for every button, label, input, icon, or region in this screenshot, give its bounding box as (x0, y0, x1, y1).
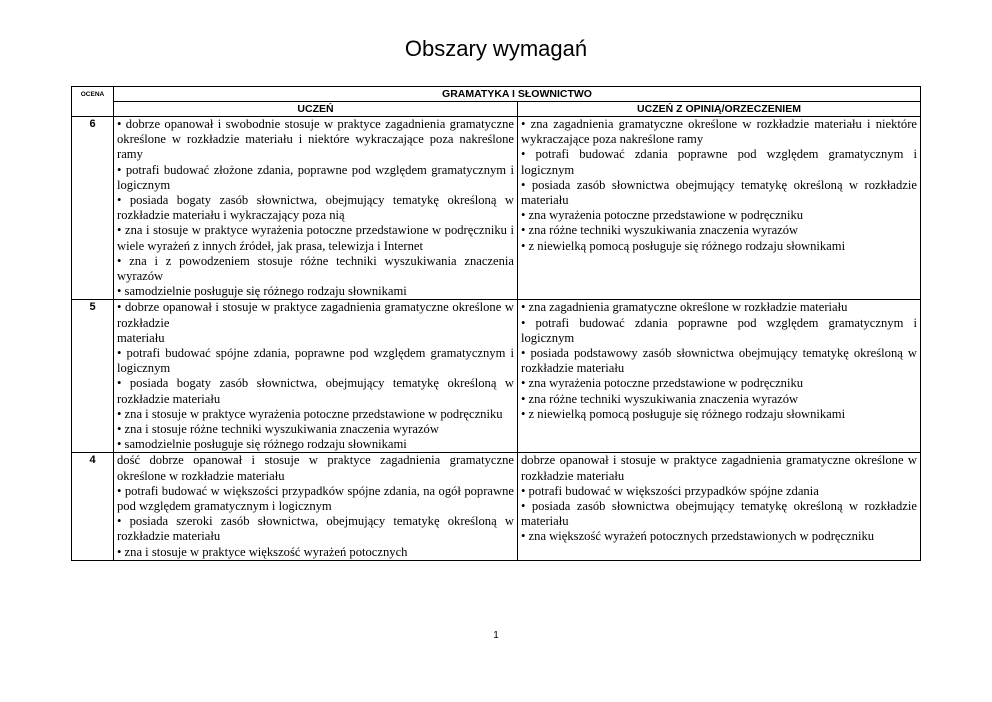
requirement-item: • potrafi budować zdania poprawne pod względem gramatycznym i logicznym (521, 315, 917, 345)
requirement-item: • zna i stosuje różne techniki wyszukiwania znaczenia wyrazów (117, 422, 439, 437)
special-needs-requirements-cell (518, 300, 921, 453)
requirement-item: • potrafi budować złożone zdania, poprawne pod względem gramatycznym i logicznym (117, 162, 514, 192)
requirement-item: • posiada szeroki zasób słownictwa, obejmujący tematykę określoną w rozkładzie materiału (117, 514, 514, 544)
requirement-item: • posiada bogaty zasób słownictwa, obejmujący tematykę określoną w rozkładzie materiału i wykraczający poza nią (117, 193, 514, 223)
requirement-item: • z niewielką pomocą posługuje się różnego rodzaju słownikami (521, 406, 846, 421)
requirement-item: • z niewielką pomocą posługuje się różnego rodzaju słownikami (521, 238, 846, 253)
requirement-item: • zna i z powodzeniem stosuje różne techniki wyszukiwania znaczenia wyrazów (117, 253, 514, 284)
table-row (72, 453, 921, 560)
requirements-table (71, 86, 921, 561)
grade-cell: 6 (72, 117, 114, 300)
requirement-item: • posiada bogaty zasób słownictwa, obejmujący tematykę określoną w rozkładzie materiału (117, 376, 514, 406)
student-column-header: UCZEŃ (114, 102, 518, 117)
requirement-item: • zna większość wyrażeń potocznych przedstawionych w podręczniku (521, 529, 875, 544)
requirement-item: • zna wyrażenia potoczne przedstawione w podręczniku (521, 376, 804, 391)
requirement-item: • potrafi budować spójne zdania, poprawne pod względem gramatycznym i logicznym (117, 346, 514, 376)
requirement-item: • dobrze opanował i stosuje w praktyce zagadnienia gramatyczne określone w rozkładzie (117, 300, 514, 330)
requirement-item: dość dobrze opanował i stosuje w praktyce zagadnienia gramatyczne określone w rozkładzie materiału (117, 453, 514, 483)
student-requirements-cell (114, 300, 518, 453)
requirement-item: • posiada zasób słownictwa obejmujący tematykę określoną w rozkładzie materiału (521, 499, 917, 529)
requirement-item: • zna i stosuje w praktyce większość wyrażeń potocznych (117, 544, 408, 559)
page-title: Obszary wymagań (404, 36, 588, 61)
grade-cell: 4 (72, 453, 114, 560)
requirement-item: • samodzielnie posługuje się różnego rodzaju słownikami (117, 437, 407, 452)
requirement-item: • posiada zasób słownictwa obejmujący tematykę określoną w rozkładzie materiału (521, 177, 917, 208)
requirement-item: • zna wyrażenia potoczne przedstawione w podręczniku (521, 208, 804, 223)
requirement-item: • samodzielnie posługuje się różnego rodzaju słownikami (117, 284, 407, 299)
table-row (72, 300, 921, 453)
special-needs-requirements-cell (518, 453, 921, 560)
student-requirements-cell (114, 117, 518, 300)
requirement-item: materiału (117, 330, 165, 345)
requirement-item: • zna zagadnienia gramatyczne określone w rozkładzie materiału (521, 300, 848, 315)
requirement-item: • potrafi budować zdania poprawne pod względem gramatycznym i logicznym (521, 147, 917, 177)
requirement-item: • posiada podstawowy zasób słownictwa obejmujący tematykę określoną w rozkładzie materiału (521, 346, 917, 376)
student-requirements-cell (114, 453, 518, 560)
table-header-row (72, 87, 921, 102)
requirement-item: • potrafi budować w większości przypadków spójne zdania (521, 483, 819, 498)
requirement-item: • zna i stosuje w praktyce wyrażenia potoczne przedstawione w podręczniku (117, 406, 503, 421)
grade-cell: 5 (72, 300, 114, 453)
requirement-item: • zna zagadnienia gramatyczne określone w rozkładzie materiału i niektóre wykraczające poza nakreślone ramy (521, 117, 917, 147)
requirement-item: • dobrze opanował i swobodnie stosuje w praktyce zagadnienia gramatyczne określone w rozkładzie materiału i niektóre wykraczające poza nakreślone ramy (117, 117, 514, 162)
table-row (72, 117, 921, 300)
requirement-item: dobrze opanował i stosuje w praktyce zagadnienia gramatyczne określone w rozkładzie materiału (521, 453, 917, 483)
requirement-item: • zna różne techniki wyszukiwania znaczenia wyrazów (521, 391, 799, 406)
table-subheader-row (72, 102, 921, 117)
page-number: 1 (493, 630, 499, 641)
grade-column-header: OCENA (72, 87, 114, 117)
special-needs-column-header: UCZEŃ Z OPINIĄ/ORZECZENIEM (518, 102, 921, 117)
special-needs-requirements-cell (518, 117, 921, 300)
requirement-item: • potrafi budować w większości przypadków spójne zdania, na ogół poprawne pod względem gramatycznym i logicznym (117, 483, 514, 514)
requirement-item: • zna i stosuje w praktyce wyrażenia potoczne przedstawione w podręczniku i wiele wyrażeń z innych źródeł, jak prasa, telewizja i Internet (117, 223, 514, 253)
section-header: GRAMATYKA I SŁOWNICTWO (114, 87, 921, 102)
requirement-item: • zna różne techniki wyszukiwania znaczenia wyrazów (521, 223, 799, 238)
